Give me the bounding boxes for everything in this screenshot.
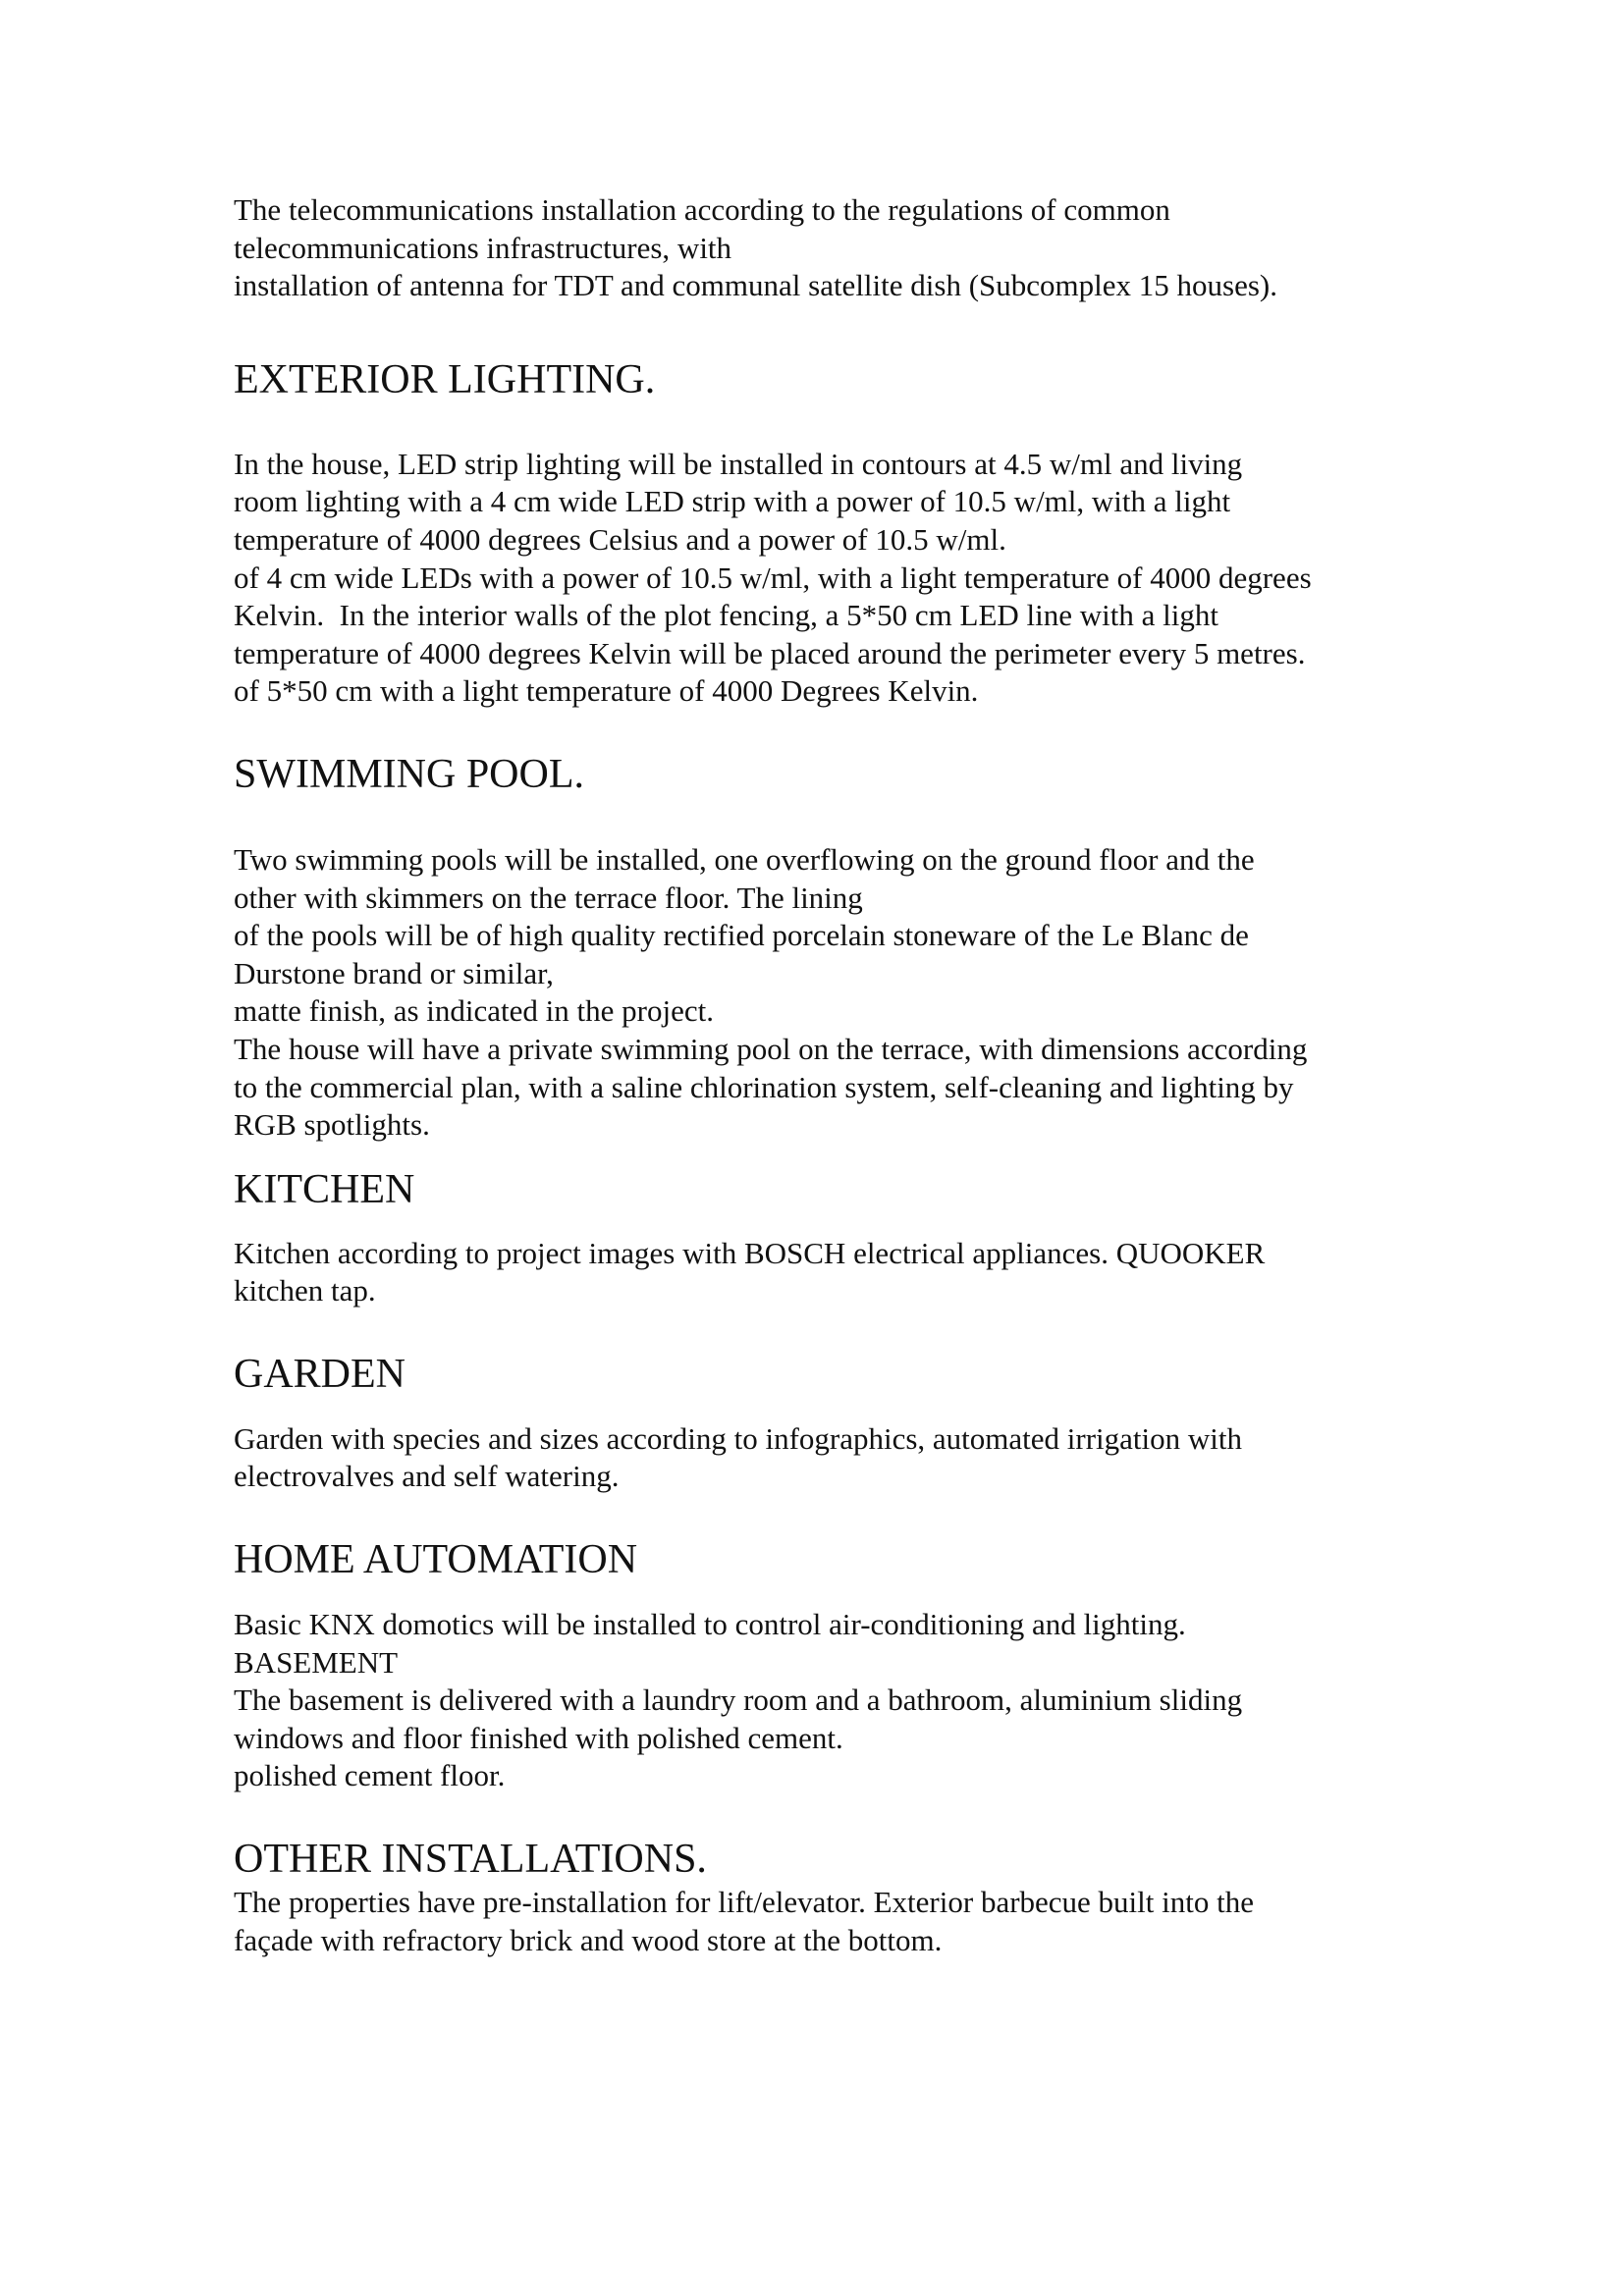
document-page bbox=[234, 187, 1412, 1959]
kitchen-heading: KITCHEN bbox=[234, 1166, 415, 1212]
garden-heading: GARDEN bbox=[234, 1351, 406, 1397]
other-installations-paragraph bbox=[234, 1884, 1412, 1959]
garden-paragraph bbox=[234, 1420, 1412, 1496]
telecom-paragraph bbox=[234, 191, 1412, 305]
text-line: of 5*50 cm with a light temperature of 4000 Degrees Kelvin. bbox=[234, 673, 979, 709]
text-line: The properties have pre-installation for lift/elevator. Exterior barbecue built into the bbox=[234, 1885, 1254, 1920]
other-installations-heading: OTHER INSTALLATIONS. bbox=[234, 1837, 707, 1883]
text-line: room lighting with a 4 cm wide LED strip with a power of 10.5 w/ml, with a light bbox=[234, 484, 1231, 519]
text-line: The basement is delivered with a laundry room and a bathroom, aluminium sliding bbox=[234, 1682, 1243, 1718]
text-line: telecommunications infrastructures, with bbox=[234, 230, 732, 265]
text-line: of 4 cm wide LEDs with a power of 10.5 w/ml, with a light temperature of 4000 degrees bbox=[234, 560, 1312, 595]
text-line: kitchen tap. bbox=[234, 1273, 376, 1308]
text-line: Kelvin. In the interior walls of the plot fencing, a 5*50 cm LED line with a light bbox=[234, 598, 1218, 633]
text-line: installation of antenna for TDT and communal satellite dish (Subcomplex 15 houses). bbox=[234, 268, 1277, 303]
text-line: Two swimming pools will be installed, one overflowing on the ground floor and the bbox=[234, 841, 1255, 877]
text-line: Basic KNX domotics will be installed to control air-conditioning and lighting. bbox=[234, 1607, 1186, 1642]
text-line: temperature of 4000 degrees Celsius and a power of 10.5 w/ml. bbox=[234, 521, 1006, 557]
text-line: temperature of 4000 degrees Kelvin will be placed around the perimeter every 5 metres. bbox=[234, 635, 1306, 670]
text-line: matte finish, as indicated in the project. bbox=[234, 993, 714, 1029]
text-line: of the pools will be of high quality rectified porcelain stoneware of the Le Blanc de bbox=[234, 918, 1249, 953]
text-line: polished cement floor. bbox=[234, 1758, 506, 1793]
text-line: façade with refractory brick and wood store at the bottom. bbox=[234, 1922, 943, 1957]
text-line: Kitchen according to project images with BOSCH electrical appliances. QUOOKER bbox=[234, 1235, 1266, 1270]
kitchen-paragraph bbox=[234, 1235, 1412, 1310]
exterior-lighting-paragraph bbox=[234, 446, 1412, 711]
swimming-pool-heading: SWIMMING POOL. bbox=[234, 751, 584, 797]
home-automation-heading: HOME AUTOMATION bbox=[234, 1537, 638, 1583]
text-line: In the house, LED strip lighting will be installed in contours at 4.5 w/ml and living bbox=[234, 446, 1243, 481]
text-line: to the commercial plan, with a saline chlorination system, self-cleaning and lighting by bbox=[234, 1069, 1294, 1104]
swimming-pool-paragraph bbox=[234, 841, 1412, 1145]
text-line: RGB spotlights. bbox=[234, 1107, 430, 1143]
exterior-lighting-heading: EXTERIOR LIGHTING. bbox=[234, 356, 656, 402]
text-line: Garden with species and sizes according to infographics, automated irrigation with bbox=[234, 1420, 1242, 1456]
text-line: The house will have a private swimming pool on the terrace, with dimensions according bbox=[234, 1031, 1308, 1066]
text-line: The telecommunications installation according to the regulations of common bbox=[234, 192, 1170, 227]
text-line: electrovalves and self watering. bbox=[234, 1459, 620, 1494]
basement-label: BASEMENT bbox=[234, 1644, 399, 1680]
home-automation-paragraph bbox=[234, 1606, 1412, 1795]
text-line: other with skimmers on the terrace floor. The lining bbox=[234, 880, 863, 915]
text-line: Durstone brand or similar, bbox=[234, 955, 554, 990]
text-line: windows and floor finished with polished cement. bbox=[234, 1720, 843, 1755]
